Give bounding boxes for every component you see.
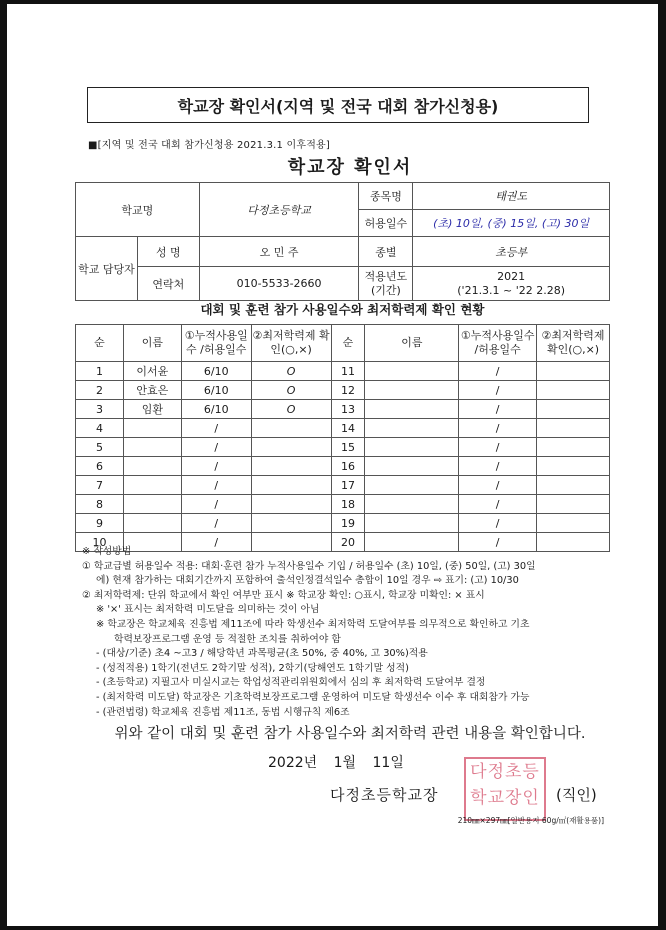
cell-days: / (459, 514, 537, 533)
cell-days: 6/10 (181, 362, 251, 381)
header-no-right: 순 (331, 325, 365, 362)
cell-no: 2 (76, 381, 124, 400)
cell-name (365, 419, 459, 438)
seal-label: (직인) (556, 786, 597, 804)
cell-no: 1 (76, 362, 124, 381)
table-row (76, 476, 610, 495)
cell-check (537, 457, 610, 476)
issue-date (268, 752, 404, 772)
cell-no: 20 (331, 533, 365, 552)
cell-check (537, 514, 610, 533)
cell-no: 6 (76, 457, 124, 476)
cell-no: 7 (76, 476, 124, 495)
manager-name-value: 오 민 주 (199, 237, 359, 267)
cell-check (537, 362, 610, 381)
category-label: 종별 (359, 237, 413, 267)
scan-border-left (0, 0, 7, 930)
note-line: ① 학교급별 허용일수 적용: 대회·훈련 참가 누적사용일수 기입 / 허용일수 (초) 10일, (중) 50일, (고) 30일 (82, 560, 536, 572)
cell-no: 16 (331, 457, 365, 476)
cell-no: 8 (76, 495, 124, 514)
usage-table-body (76, 362, 610, 552)
cell-no: 11 (331, 362, 365, 381)
table-row (76, 495, 610, 514)
header-no-left: 순 (76, 325, 124, 362)
date-year: 2022년 (268, 755, 318, 771)
allowed-days-label: 허용일수 (359, 210, 413, 237)
cell-check (537, 476, 610, 495)
cell-name (365, 381, 459, 400)
cell-no: 14 (331, 419, 365, 438)
header-days-right: ①누적사용일수 /허용일수 (459, 325, 537, 362)
scan-border-bottom (0, 926, 666, 930)
cell-name (365, 514, 459, 533)
table-row (76, 457, 610, 476)
note-line: - (관련법령) 학교체육 진흥법 제11조, 동법 시행규칙 제6조 (96, 706, 350, 718)
cell-days: 6/10 (181, 400, 251, 419)
cell-check (251, 476, 331, 495)
cell-days: / (181, 495, 251, 514)
cell-no: 18 (331, 495, 365, 514)
cell-no: 10 (76, 533, 124, 552)
form-heading: 학교장 확인서 (287, 157, 413, 178)
cell-days: 6/10 (181, 381, 251, 400)
cell-name (123, 438, 181, 457)
scan-border-top (0, 0, 666, 4)
cell-days: / (459, 495, 537, 514)
cell-name (123, 495, 181, 514)
sport-label: 종목명 (359, 183, 413, 210)
apply-year-value (413, 267, 610, 301)
cell-days: / (181, 438, 251, 457)
cell-name (365, 476, 459, 495)
header-name-left: 이름 (123, 325, 181, 362)
note-line: 에) 현재 참가하는 대회기간까지 포함하여 출석인정결석일수 총합이 10일 경우 ⇨ 표기: (고) 10/30 (96, 575, 519, 587)
signer-name: 다정초등학교장 (330, 786, 439, 804)
cell-check (251, 495, 331, 514)
date-month: 1월 (333, 755, 357, 771)
cell-name (365, 362, 459, 381)
header-name-right: 이름 (365, 325, 459, 362)
cell-check (537, 438, 610, 457)
cell-days: / (459, 381, 537, 400)
cell-check (251, 438, 331, 457)
cell-name: 안효은 (123, 381, 181, 400)
header-days-left: ①누적사용일수 /허용일수 (181, 325, 251, 362)
table-row (76, 419, 610, 438)
note-line: ② 최저학력제: 단위 학교에서 확인 여부만 표시 ※ 학교장 확인: ○표시, 학교장 미확인: × 표시 (82, 589, 485, 601)
cell-name (365, 400, 459, 419)
cell-name (123, 476, 181, 495)
allowed-days-value: (초) 10일, (중) 15일, (고) 30일 (413, 210, 610, 237)
cell-days: / (459, 476, 537, 495)
cell-days: / (459, 457, 537, 476)
cell-name (123, 457, 181, 476)
cell-check (537, 381, 610, 400)
document-subtitle: ■[지역 및 전국 대회 참가신청용 2021.3.1 이후적용] (88, 140, 331, 151)
cell-check (537, 400, 610, 419)
cell-no: 17 (331, 476, 365, 495)
official-seal-stamp: 다정초등 학교장인 (464, 757, 546, 821)
note-line: - (초등학교) 지필고사 미실시교는 학업성적관리위원회에서 심의 후 최저학력 도달여부 결정 (96, 677, 486, 689)
note-line: - (최저학력 미도달) 학교장은 기초학력보장프로그램 운영하여 미도달 학생선수 이수 후 대회참가 가능 (96, 691, 530, 703)
cell-days: / (459, 533, 537, 552)
usage-table (75, 324, 610, 552)
contact-label: 연락처 (137, 267, 199, 301)
cell-no: 12 (331, 381, 365, 400)
cell-days: / (181, 476, 251, 495)
contact-value: 010-5533-2660 (199, 267, 359, 301)
apply-period: ('21.3.1 ~ '22 2.28) (457, 283, 566, 297)
cell-days: / (181, 457, 251, 476)
note-line: - (성적적용) 1학기(전년도 2학기말 성적), 2학기(당해연도 1학기말 성적) (96, 662, 409, 674)
cell-no: 15 (331, 438, 365, 457)
note-line: ※ '×' 표시는 최저학력 미도달을 의미하는 것이 아님 (96, 604, 320, 616)
note-line: - (대상/기준) 초4 ~고3 / 해당학년 과목평균(초 50%, 중 40%, 고 30%)적용 (96, 648, 428, 660)
cell-check: O (251, 400, 331, 419)
table-row (76, 400, 610, 419)
cell-check: O (251, 362, 331, 381)
cell-no: 5 (76, 438, 124, 457)
cell-days: / (181, 514, 251, 533)
cell-no: 4 (76, 419, 124, 438)
category-value: 초등부 (413, 237, 610, 267)
table-row (76, 514, 610, 533)
cell-days: / (181, 419, 251, 438)
cell-check (251, 457, 331, 476)
cell-name (365, 457, 459, 476)
cell-name (365, 438, 459, 457)
cell-check: O (251, 381, 331, 400)
scan-border-right (658, 0, 666, 930)
cell-name: 이서윤 (123, 362, 181, 381)
note-line: ※ 학교장은 학교체육 진흥법 제11조에 따라 학생선수 최저학력 도달여부를 의무적으로 확인하고 기초 (96, 618, 530, 630)
cell-days: / (459, 419, 537, 438)
note-line: ※ 작성방법 (82, 546, 132, 557)
manager-label: 학교 담당자 (76, 237, 138, 301)
cell-name (123, 419, 181, 438)
header-check-right: ②최저학력제 확인(○,×) (537, 325, 610, 362)
cell-check (251, 419, 331, 438)
table-row (76, 362, 610, 381)
paper-spec-footer: 210㎜×297㎜[일반용지 60g/㎡(재활용품)] (457, 816, 604, 825)
manager-name-label: 성 명 (137, 237, 199, 267)
cell-days: / (459, 438, 537, 457)
cell-days: / (459, 400, 537, 419)
cell-days: / (459, 362, 537, 381)
school-name-label: 학교명 (76, 183, 200, 237)
cell-check (537, 495, 610, 514)
table-row (76, 381, 610, 400)
school-name-value: 다정초등학교 (199, 183, 359, 237)
apply-year: 2021 (497, 269, 526, 283)
cell-check (537, 419, 610, 438)
school-info-table (75, 182, 610, 301)
cell-no: 19 (331, 514, 365, 533)
note-line: 학력보장프로그램 운영 등 적절한 조치를 취하여야 함 (114, 633, 341, 645)
cell-days: / (181, 533, 251, 552)
cell-name (123, 514, 181, 533)
table-row (76, 438, 610, 457)
cell-no: 13 (331, 400, 365, 419)
cell-no: 9 (76, 514, 124, 533)
apply-year-label: 적용년도 (기간) (359, 267, 413, 301)
section-title: 대회 및 훈련 참가 사용일수와 최저학력제 확인 현황 (200, 302, 485, 317)
document-title: 학교장 확인서(지역 및 전국 대회 참가신청용) (87, 87, 589, 123)
header-check-left: ②최저학력제 확인(○,×) (251, 325, 331, 362)
cell-no: 3 (76, 400, 124, 419)
cell-name (365, 495, 459, 514)
cell-name: 임환 (123, 400, 181, 419)
confirmation-statement: 위와 같이 대회 및 훈련 참가 사용일수와 최저학력 관련 내용을 확인합니다. (114, 726, 586, 742)
date-day: 11일 (372, 755, 404, 771)
instructions (82, 545, 612, 720)
cell-check (251, 514, 331, 533)
sport-value: 태권도 (413, 183, 610, 210)
